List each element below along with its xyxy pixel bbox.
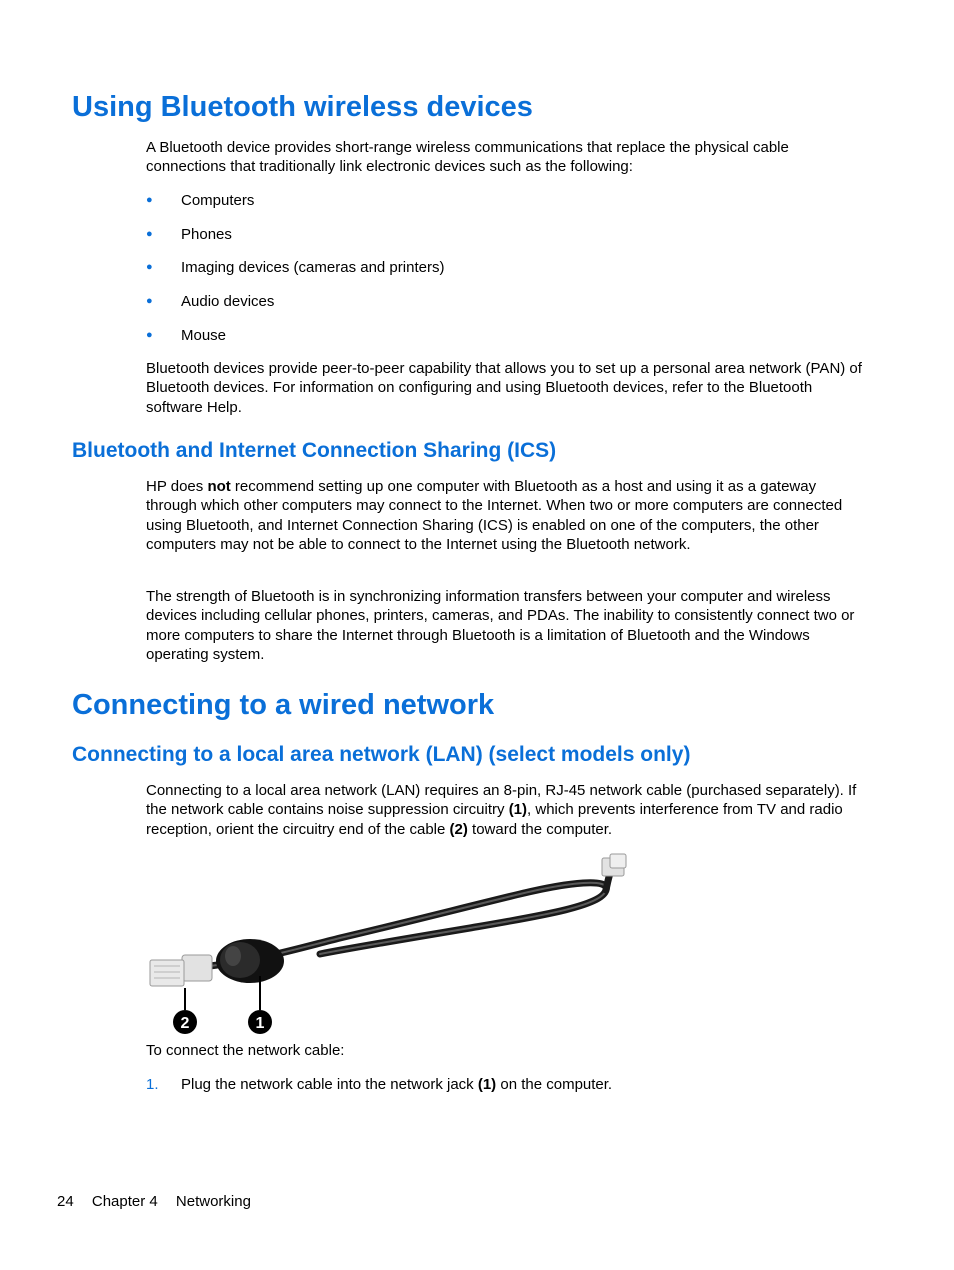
network-cable-illustration: [140, 848, 640, 1038]
step-text: Plug the network cable into the network jack (1) on the computer.: [181, 1076, 613, 1093]
page-number: 24: [57, 1193, 74, 1210]
lan-paragraph: Connecting to a local area network (LAN) requires an 8-pin, RJ-45 network cable (purchased separately). If the network cable contains noise suppression circuitry (1), which prevents interference from TV and radio reception, orient the circuitry end of the cable (2) toward the computer.: [146, 782, 857, 838]
ics-paragraph-1: HP does not recommend setting up one computer with Bluetooth as a host and using it as a gateway through which other computers may connect to the Internet. When two or more computers are connected using Bluetooth, and Internet Connection Sharing (ICS) is enabled on one of the computers, the other computers may not be able to connect to the Internet using the Bluetooth network.: [146, 478, 843, 554]
subsection-title-lan: Connecting to a local area network (LAN) (select models only): [72, 743, 691, 766]
page-footer: [57, 1192, 265, 1211]
manual-page: Using Bluetooth wireless devices A Bluetooth device provides short-range wireless communications that replace the physical cable connections that traditionally link electronic devices such as the following: ● Computers ● Phones ● Imaging devices (cameras and printers) ● Audio devices ● Mouse Bluetooth devices provide peer-to-peer capability that allows you to set up a personal area network (PAN) of Bluetooth devices. For information on configuring and using Bluetooth devices, refer to the Bluetooth software Help. Bluetooth and Internet Connection Sharing (ICS) HP does not recommend setting up one computer with Bluetooth as a host and using it as a gateway through which other computers may connect to the Internet. When two or more computers are connected using Bluetooth, and Internet Connection Sharing (ICS) is enabled on one of the computers, the other computers may not be able to connect to the Internet using the Bluetooth network. The strength of Bluetooth is in synchronizing information transfers between your computer and wireless devices including cellular phones, printers, cameras, and PDAs. The inability to consistently connect two or more computers to share the Internet through Bluetooth is a limitation of Bluetooth and the Windows operating system. Connecting to a wired network Connecting to a local area network (LAN) (select models only) Connecting to a local area network (LAN) requires an 8-pin, RJ-45 network cable (purchased separately). If the network cable contains noise suppression circuitry (1), which prevents interference from TV and radio reception, orient the circuitry end of the cable (2) toward the computer. 2 1 To connect the network cable: 1. Plug the network cable into the network jack (1) on the computer. 24 Chapter 4 Networking: [0, 0, 954, 1270]
bullet-icon: ●: [146, 228, 153, 240]
footer-chapter: Chapter 4: [91, 1193, 158, 1210]
svg-text:2: 2: [180, 1015, 190, 1032]
subsection-title-ics: Bluetooth and Internet Connection Sharing (ICS): [72, 439, 557, 462]
to-connect-text: To connect the network cable:: [146, 1042, 345, 1059]
step-number: 1.: [146, 1076, 159, 1093]
bullet-icon: ●: [146, 295, 153, 307]
cable-icon: [150, 854, 626, 986]
callout-1: [248, 1010, 272, 1034]
rj45-connector-right: [602, 854, 626, 876]
bluetooth-intro: A Bluetooth device provides short-range wireless communications that replace the physical cable connections that traditionally link electronic devices such as the following:: [146, 139, 789, 176]
bullet-icon: ●: [146, 194, 153, 206]
bullet-icon: ●: [146, 261, 153, 273]
svg-text:1: 1: [255, 1015, 265, 1032]
footer-section: Networking: [175, 1193, 251, 1210]
callout-2: [173, 1010, 197, 1034]
ics-paragraph-2: The strength of Bluetooth is in synchronizing information transfers between your computer and wireless devices including cellular phones, printers, cameras, and PDAs. The inability to consistently connect two or more computers to share the Internet through Bluetooth is a limitation of Bluetooth and the Windows operating system.: [146, 588, 855, 664]
bullet-icon: ●: [146, 329, 153, 341]
rj45-connector-left: [150, 955, 212, 986]
section-title-wired: Connecting to a wired network: [72, 689, 495, 721]
bluetooth-pan-paragraph: Bluetooth devices provide peer-to-peer capability that allows you to set up a personal area network (PAN) of Bluetooth devices. For information on configuring and using Bluetooth devices, refer to the Bluetooth software Help.: [146, 360, 862, 416]
section-title-bluetooth: Using Bluetooth wireless devices: [72, 91, 533, 123]
